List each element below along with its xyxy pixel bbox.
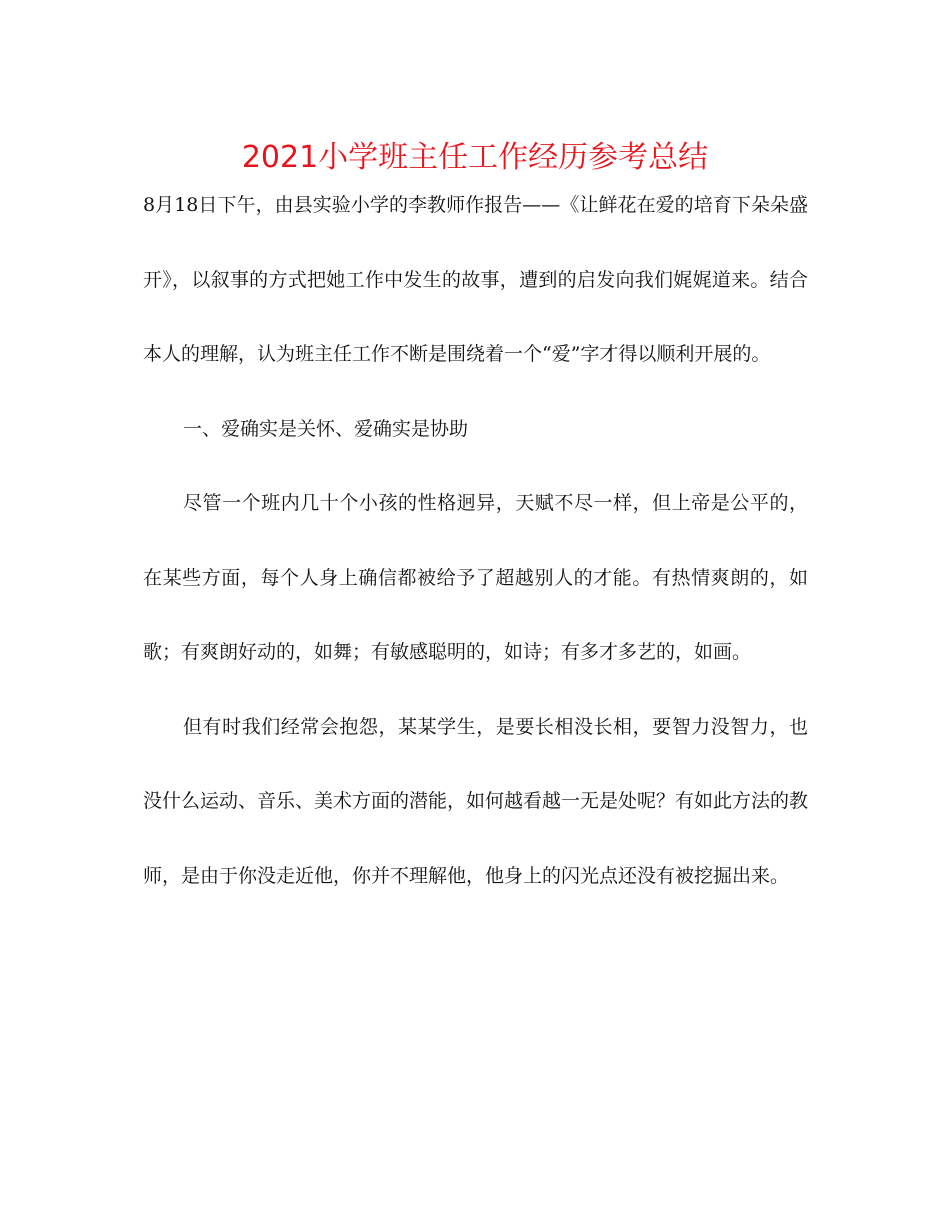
paragraph-complaints: 但有时我们经常会抱怨，某某学生，是要长相没长相，要智力没智力，也没什么运动、音乐、美术方面的潜能，如何越看越一无是处呢？有如此方法的教师，是由于你没走近他，你并不理解他，他身上的闪光点还没有被挖掘出来。 (143, 715, 809, 887)
paragraph-talents: 尽管一个班内几十个小孩的性格迥异，天赋不尽一样，但上帝是公平的，在某些方面，每个人身上确信都被给予了超越别人的才能。有热情爽朗的，如歌；有爽朗好动的，如舞；有敏感聪明的，如诗；有多才多艺的，如画。 (143, 492, 808, 663)
section-heading-1: 一、爱确实是关怀、爱确实是协助 (183, 417, 469, 440)
document-body (143, 168, 808, 913)
document-title: 2021小学班主任工作经历参考总结 (241, 140, 709, 175)
paragraph-intro: 8月18日下午，由县实验小学的李教师作报告——《让鲜花在爱的培育下朵朵盛开》，以叙事的方式把她工作中发生的故事，遭到的启发向我们娓娓道来。结合本人的理解，认为班主任工作不断是围绕着一个“爱”字才得以顺利开展的。 (143, 194, 808, 365)
